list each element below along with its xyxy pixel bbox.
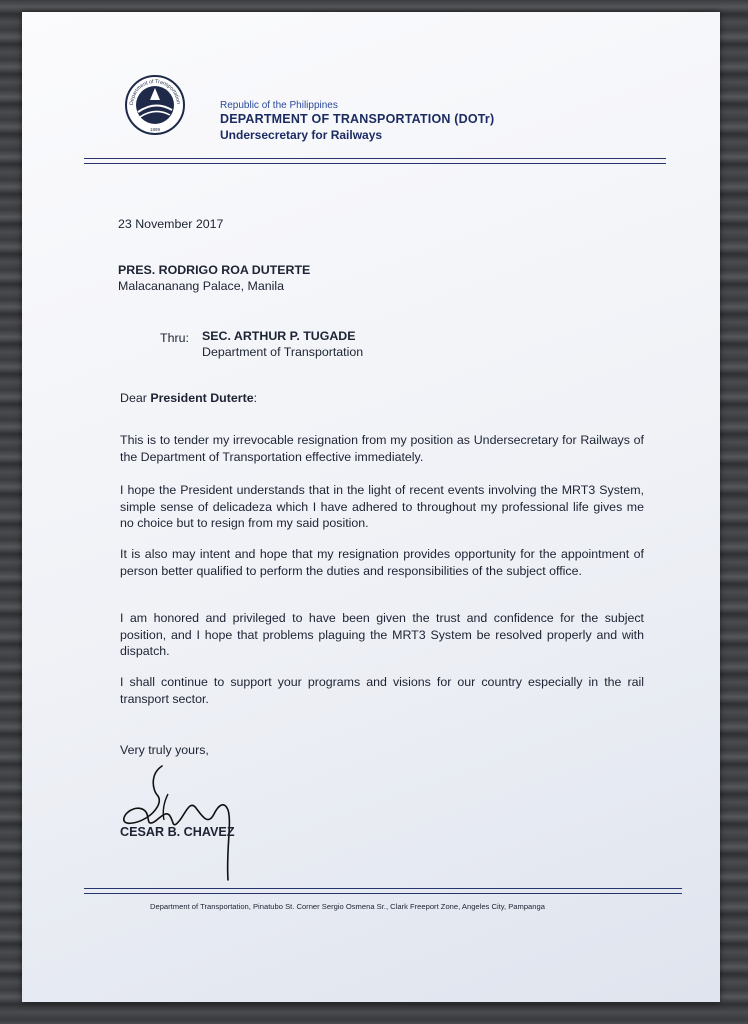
letterhead-republic: Republic of the Philippines [220, 100, 338, 111]
thru-office: Department of Transportation [202, 345, 364, 359]
header-rule-top [84, 158, 666, 159]
footer-address: Department of Transportation, Pinatubo St. Corner Sergio Osmena Sr., Clark Freeport Zone, Angeles City, Pampanga [150, 902, 545, 911]
svg-text:1899: 1899 [149, 127, 161, 132]
letter-page [22, 12, 720, 1002]
body-paragraph-3: It is also may intent and hope that my resignation provides opportunity for the appointment of person better qualified to perform the duties and responsibilities of the subject office. [120, 547, 644, 578]
body-paragraph-4: I am honored and privileged to have been given the trust and confidence for the subject position, and I hope that problems plaguing the MRT3 System be resolved properly and with dispatch. [120, 611, 644, 658]
closing: Very truly yours, [120, 743, 209, 757]
salutation [120, 390, 257, 407]
signatory-name: CESAR B. CHAVEZ [120, 825, 235, 839]
salutation-name: President Duterte [150, 391, 254, 405]
letterhead-department: DEPARTMENT OF TRANSPORTATION (DOTr) [220, 112, 495, 126]
body-paragraph-2: I hope the President understands that in the light of recent events involving the MRT3 System, simple sense of delicadeza which I have adhered to throughout my professional life gives me no choice but to resign from my said position. [120, 483, 644, 530]
salutation-prefix: Dear [120, 391, 151, 405]
footer-rule-bottom [84, 893, 682, 894]
salutation-suffix: : [253, 391, 258, 405]
thru-label: Thru: [160, 331, 189, 345]
letter-date: 23 November 2017 [118, 217, 224, 231]
recipient-name: PRES. RODRIGO ROA DUTERTE [118, 263, 311, 277]
svg-text:Department of Transportation: Department of Transportation [128, 78, 182, 106]
letterhead-office: Undersecretary for Railways [220, 128, 383, 142]
body-paragraph-5: I shall continue to support your programs and visions for our country especially in the rail transport sector. [120, 675, 644, 706]
dotr-seal-logo [124, 74, 186, 136]
recipient-address: Malacananang Palace, Manila [118, 279, 285, 293]
header-rule-bottom [84, 163, 666, 164]
thru-name: SEC. ARTHUR P. TUGADE [202, 329, 356, 343]
body-paragraph-1: This is to tender my irrevocable resignation from my position as Undersecretary for Railways of the Department of Transportation effective immediately. [120, 433, 644, 464]
footer-rule-top [84, 888, 682, 889]
